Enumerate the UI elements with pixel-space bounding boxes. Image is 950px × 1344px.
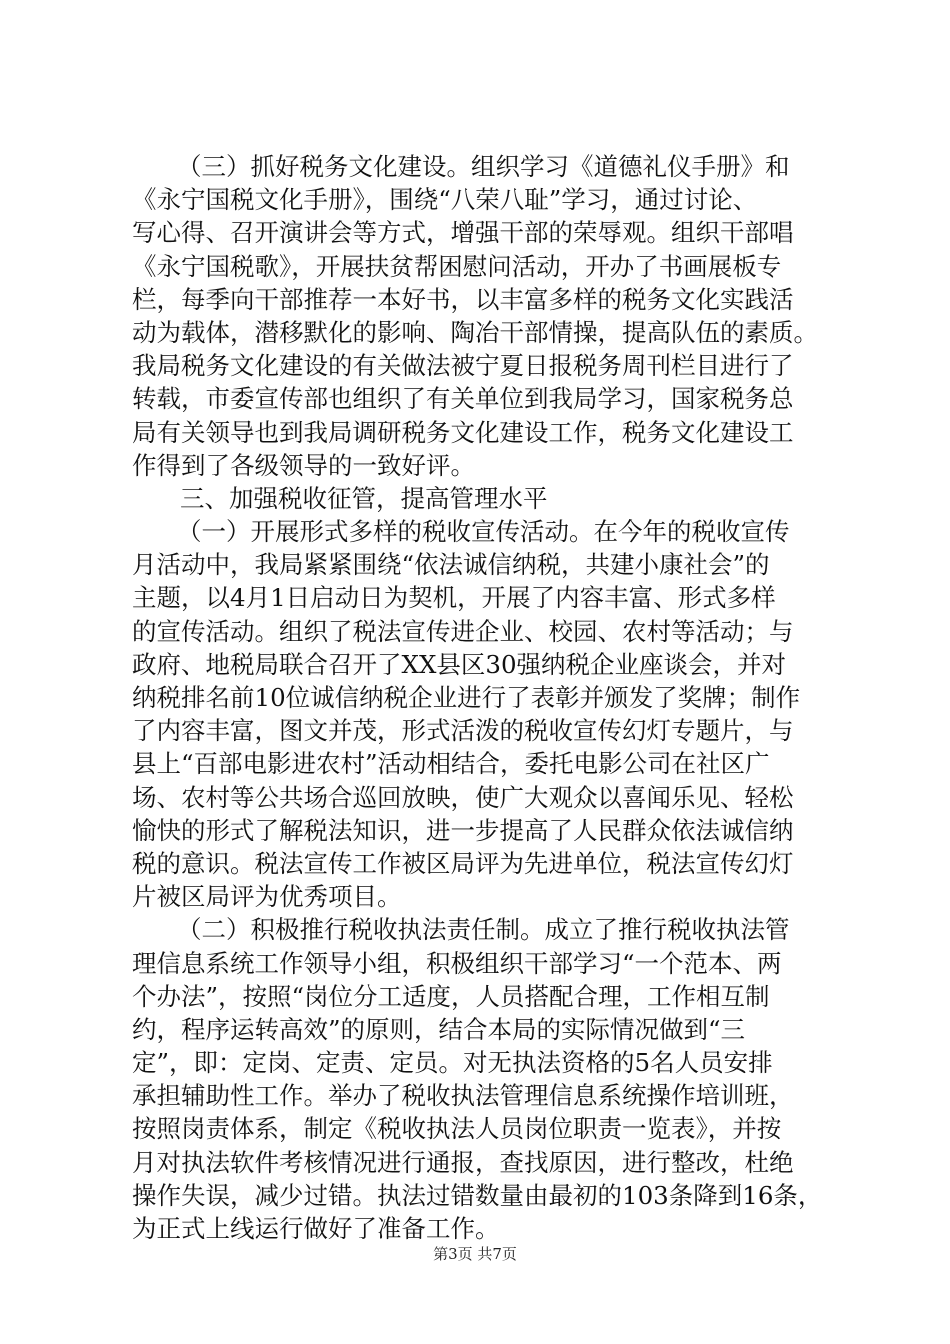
paragraph-line: 个办法”，按照“岗位分工适度，人员搭配合理，工作相互制 — [132, 981, 770, 1011]
paragraph-line: 愉快的形式了解税法知识，进一步提高了人民群众依法诚信纳 — [132, 815, 794, 845]
section-heading: 三、加强税收征管，提高管理水平 — [180, 483, 548, 513]
paragraph-line: 转载，市委宣传部也组织了有关单位到我局学习，国家税务总 — [132, 384, 794, 414]
paragraph-line: 政府、地税局联合召开了XX县区30强纳税企业座谈会，并对 — [132, 649, 787, 679]
paragraph-line: 为正式上线运行做好了准备工作。 — [132, 1214, 500, 1243]
paragraph-line: 月活动中，我局紧紧围绕“依法诚信纳税，共建小康社会”的 — [132, 550, 770, 580]
page-footer — [0, 1244, 950, 1264]
paragraph-line: 写心得、召开演讲会等方式，增强干部的荣辱观。组织干部唱 — [132, 218, 794, 248]
paragraph-line: 定”，即：定岗、定责、定员。对无执法资格的5名人员安排 — [132, 1048, 773, 1078]
paragraph-line: 局有关领导也到我局调研税务文化建设工作，税务文化建设工 — [132, 417, 794, 447]
paragraph-line: 税的意识。税法宣传工作被区局评为先进单位，税法宣传幻灯 — [132, 848, 794, 878]
paragraph-line: 动为载体，潜移默化的影响、陶冶干部情操，提高队伍的素质。 — [132, 317, 818, 347]
page-number: 第3页 共7页 — [433, 1245, 517, 1263]
paragraph-line: 片被区局评为优秀项目。 — [132, 882, 402, 912]
paragraph-line: 理信息系统工作领导小组，积极组织干部学习“一个范本、两 — [132, 948, 782, 978]
paragraph-line: 栏，每季向干部推荐一本好书，以丰富多样的税务文化实践活 — [132, 284, 794, 314]
paragraph-line: 约，程序运转高效”的原则，结合本局的实际情况做到“三 — [132, 1014, 746, 1044]
paragraph-line: 作得到了各级领导的一致好评。 — [132, 450, 475, 480]
paragraph-line: 纳税排名前10位诚信纳税企业进行了表彰并颁发了奖牌；制作 — [132, 683, 801, 712]
paragraph-line: 我局税务文化建设的有关做法被宁夏日报税务周刊栏目进行了 — [132, 351, 794, 381]
paragraph-line: （二）积极推行税收执法责任制。成立了推行税收执法管 — [177, 915, 790, 945]
paragraph-line: 承担辅助性工作。举办了税收执法管理信息系统操作培训班， — [132, 1081, 794, 1111]
paragraph-line: 了内容丰富，图文并茂，形式活泼的税收宣传幻灯专题片，与 — [132, 716, 794, 746]
paragraph-line: 县上“百部电影进农村”活动相结合，委托电影公司在社区广 — [132, 749, 770, 779]
paragraph-line: 月对执法软件考核情况进行通报，查找原因，进行整改，杜绝 — [132, 1147, 794, 1177]
document-body — [132, 150, 832, 1245]
paragraph-line: 按照岗责体系，制定《税收执法人员岗位职责一览表》，并按 — [132, 1114, 782, 1144]
paragraph-line: 场、农村等公共场合巡回放映，使广大观众以喜闻乐见、轻松 — [132, 782, 794, 812]
paragraph-line: 《永宁国税歌》，开展扶贫帮困慰问活动，开办了书画展板专 — [132, 251, 782, 281]
paragraph-line: 《永宁国税文化手册》，围绕“八荣八耻”学习，通过讨论、 — [132, 185, 758, 215]
paragraph-line: 操作失误，减少过错。执法过错数量由最初的103条降到16条， — [132, 1180, 823, 1210]
paragraph-line: （一）开展形式多样的税收宣传活动。在今年的税收宣传 — [177, 517, 790, 547]
paragraph-line: 主题，以4月1日启动日为契机，开展了内容丰富、形式多样 — [132, 583, 776, 613]
paragraph-line: 的宣传活动。组织了税法宣传进企业、校园、农村等活动；与 — [132, 616, 794, 646]
paragraph-line: （三）抓好税务文化建设。组织学习《道德礼仪手册》和 — [177, 152, 790, 181]
